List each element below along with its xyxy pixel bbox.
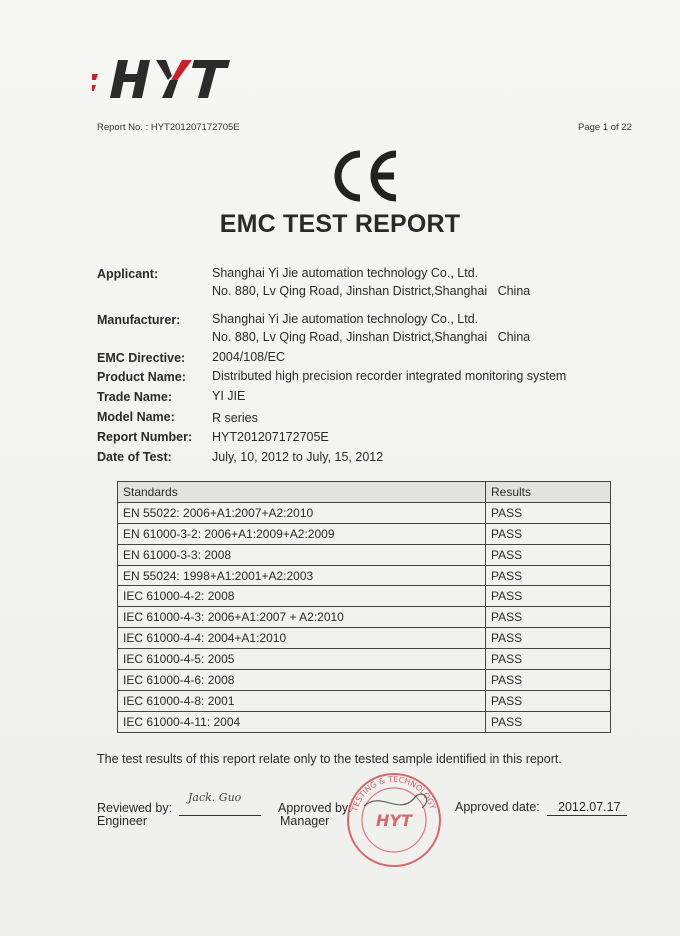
applicant-value-line1: Shanghai Yi Jie automation technology Co., Ltd. [212,266,479,280]
standard-cell: IEC 61000-4-4: 2004+A1:2010 [118,628,486,649]
directive-value: 2004/108/EC [212,350,285,364]
table-row [118,607,611,628]
result-cell: PASS [486,565,611,586]
standard-cell: EN 55022: 2006+A1:2007+A2:2010 [118,502,486,523]
table-row [118,523,611,544]
company-seal-stamp [342,768,446,872]
table-row [118,502,611,523]
standard-cell: IEC 61000-4-3: 2006+A1:2007 + A2:2010 [118,607,486,628]
reviewer-signature-line [179,815,261,816]
standard-cell: IEC 61000-4-6: 2008 [118,670,486,691]
applicant-value-line2: No. 880, Lv Qing Road, Jinshan District,Shanghai China [212,284,531,298]
approved-by-label: Approved by: [278,801,352,815]
result-cell: PASS [486,586,611,607]
standards-header: Standards [118,482,486,503]
report-number-label: Report Number: [97,430,193,444]
standard-cell: EN 61000-3-3: 2008 [118,544,486,565]
table-row [118,544,611,565]
trade-value: YI JIE [212,389,246,403]
result-cell: PASS [486,628,611,649]
report-number-value: HYT201207172705E [212,430,329,444]
standard-cell: IEC 61000-4-8: 2001 [118,690,486,711]
page-title: EMC TEST REPORT [219,210,461,238]
table-row [118,690,611,711]
table-row [118,711,611,732]
trade-label: Trade Name: [97,390,173,404]
result-cell: PASS [486,544,611,565]
engineer-label: Engineer [97,814,148,828]
approved-date-label: Approved date: [455,800,540,814]
model-value: R series [212,411,258,425]
table-row [118,565,611,586]
results-header: Results [486,482,611,503]
page-number: Page 1 of 22 [578,122,632,133]
product-value: Distributed high precision recorder integrated monitoring system [212,369,567,383]
svg-text:HYT: HYT [376,811,412,830]
result-cell: PASS [486,670,611,691]
standard-cell: EN 61000-3-2: 2006+A1:2009+A2:2009 [118,523,486,544]
hyt-logo [92,52,232,108]
approved-date-value: 2012.07.17 [558,800,621,814]
result-cell: PASS [486,502,611,523]
reviewed-by-label: Reviewed by: [97,801,173,815]
result-cell: PASS [486,607,611,628]
standard-cell: IEC 61000-4-11: 2004 [118,711,486,732]
table-row [118,628,611,649]
manufacturer-value-line1: Shanghai Yi Jie automation technology Co., Ltd. [212,312,479,326]
manufacturer-label: Manufacturer: [97,313,181,327]
applicant-label: Applicant: [97,267,159,281]
result-cell: PASS [486,690,611,711]
standard-cell: IEC 61000-4-5: 2005 [118,649,486,670]
directive-label: EMC Directive: [97,351,186,365]
date-label: Date of Test: [97,450,172,464]
manufacturer-value-line2: No. 880, Lv Qing Road, Jinshan District,Shanghai China [212,330,531,344]
table-header-row [118,482,611,503]
approved-date-line [547,815,627,816]
result-cell: PASS [486,711,611,732]
standard-cell: EN 55024: 1998+A1:2001+A2:2003 [118,565,486,586]
product-label: Product Name: [97,370,186,384]
manager-label: Manager [280,814,330,828]
report-number-header: Report No. : HYT201207172705E [97,122,240,133]
table-row [118,670,611,691]
table-row [118,586,611,607]
standards-table [117,481,611,733]
standard-cell: IEC 61000-4-2: 2008 [118,586,486,607]
model-label: Model Name: [97,410,175,424]
ce-mark [330,148,402,204]
svg-text:TESTING & TECHNOLOGY: TESTING & TECHNOLOGY [350,774,438,813]
table-row [118,649,611,670]
result-cell: PASS [486,649,611,670]
reviewer-signature [186,786,266,808]
date-value: July, 10, 2012 to July, 15, 2012 [212,450,384,464]
disclaimer-note: The test results of this report relate only to the tested sample identified in this report. [97,752,562,766]
svg-text:Jack. Guo: Jack. Guo [188,791,242,804]
result-cell: PASS [486,523,611,544]
